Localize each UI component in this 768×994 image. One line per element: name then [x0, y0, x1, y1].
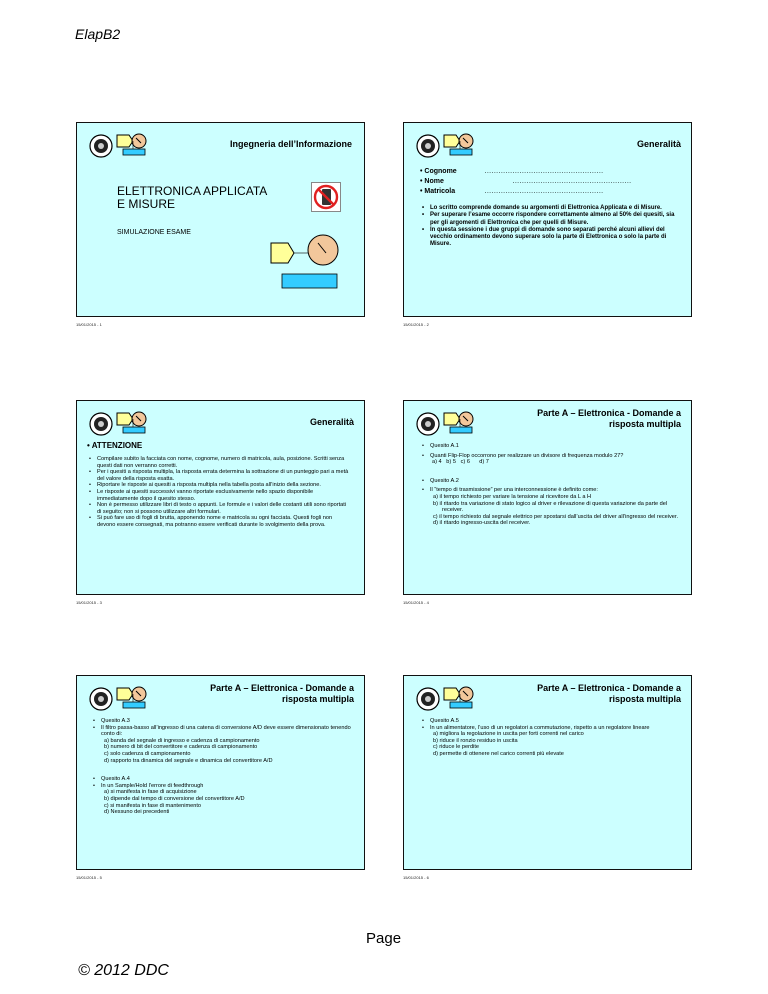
- slide-title: Parte A – Elettronica - Domande a risposta multipla: [537, 683, 681, 704]
- rules-list: [420, 205, 680, 249]
- slide-6: [403, 675, 692, 880]
- list-item: • Per superare l’esame occorre rispondere correttamente almeno al 50% dei quesiti, sia per gli argomenti di Elettronica che per quelli di Misure.: [420, 212, 680, 227]
- slide-title: Ingegneria dell’Informazione: [229, 139, 352, 149]
- question-text: • Il “tempo di trasmissione” per una interconnessione è definito come:: [420, 487, 682, 494]
- slide-title: Generalità: [636, 139, 681, 149]
- questions: [91, 718, 355, 816]
- list-item: • Non è permesso utilizzare libri di testo o appunti. Le formule e i valori delle costanti utili sono riportati di seguito; non si possono utilizzare altri formulari.: [87, 502, 349, 515]
- list-item: • Le risposte ai quesiti successivi vanno riportate esclusivamente nello spazio disponibile immediatamente dopo il quesito stesso.: [87, 489, 349, 502]
- question-text: • Il filtro passa-basso all’ingresso di una catena di conversione A/D deve essere dimensionato tenendo conto di:: [91, 725, 355, 738]
- slide-2: [403, 122, 692, 327]
- list-item: • Compilare subito la facciata con nome, cognome, numero di matricola, aula, posizione. Scritti senza questi dati non verranno corretti.: [87, 456, 349, 469]
- slide-id: 15/01/2015 - 5: [76, 875, 102, 880]
- student-fields: [420, 167, 631, 197]
- slide-4: [403, 400, 692, 605]
- university-logo-icon: [416, 684, 476, 714]
- slide-id: 15/01/2015 - 3: [76, 600, 102, 605]
- list-item: • Riportare le risposte ai quesiti a risposta multipla nella tabella posta all’inizio della sezione.: [87, 482, 349, 489]
- no-phone-icon: [311, 182, 341, 212]
- university-logo-icon: [89, 684, 149, 714]
- attention-heading: • ATTENZIONE: [87, 441, 143, 450]
- slide-3: [76, 400, 365, 605]
- question-text: • In un alimentatore, l’uso di un regolatori a commutazione, rispetto a un regolatore lineare: [420, 725, 682, 732]
- slide-title: Parte A – Elettronica - Domande a risposta multipla: [210, 683, 354, 704]
- instrument-diagram-icon: [270, 233, 340, 291]
- copyright: © 2012 DDC: [78, 962, 169, 979]
- instructions-list: [87, 456, 349, 529]
- questions: [420, 443, 682, 527]
- page-label: Page: [366, 930, 402, 947]
- question-label: • Quesito A.1: [420, 443, 682, 450]
- slide-id: 15/01/2015 - 4: [403, 600, 429, 605]
- slide-id: 15/01/2015 - 1: [76, 322, 102, 327]
- questions: [420, 718, 682, 758]
- university-logo-icon: [416, 409, 476, 439]
- university-logo-icon: [416, 131, 476, 161]
- list-item: • Per i quesiti a risposta multipla, la risposta errata determina la sottrazione di un punteggio pari a metà del valore della risposta esatta.: [87, 469, 349, 482]
- page-header: ElapB2: [75, 26, 121, 42]
- slide-id: 15/01/2015 - 2: [403, 322, 429, 327]
- question-text: • In un Sample/Hold l’errore di feedthrough: [91, 783, 355, 790]
- exam-subtitle: SIMULAZIONE ESAME: [117, 229, 191, 236]
- field-row: • Nome ……………………………………………: [420, 178, 632, 185]
- field-row: • Matricola ……………………………………………: [420, 188, 604, 195]
- answer-options: a) 4 b) 5 c) 6 d) 7: [432, 459, 489, 466]
- slide-1: [76, 122, 365, 327]
- field-row: • Cognome ……………………………………………: [420, 168, 604, 175]
- slide-5: [76, 675, 365, 880]
- list-item: • Lo scritto comprende domande su argomenti di Elettronica Applicata e di Misure.: [420, 205, 680, 212]
- list-item: • In questa sessione i due gruppi di domande sono separati perché alcuni allievi del vecchio ordinamento devono superare solo la parte di Elettronica o solo la parte di Misure.: [420, 227, 680, 249]
- answer-options: a) il tempo richiesto per variare la tensione al ricevitore da L a H b) il ritardo tra variazione di stato logico al driver e rilevazione di questa variazione da parte del receiver. c) il tempo richiesto dal segnale elettrico per spostarsi dall’uscita del driver all’ingresso del receiver. d) il ritardo ingresso-uscita del receiver.: [433, 493, 678, 527]
- question-label: • Quesito A.4: [91, 776, 355, 783]
- slide-id: 15/01/2015 - 6: [403, 875, 429, 880]
- slide-title: Parte A – Elettronica - Domande a risposta multipla: [537, 408, 681, 429]
- university-logo-icon: [89, 131, 149, 161]
- course-title: ELETTRONICA APPLICATA E MISURE: [117, 184, 268, 211]
- question-label: • Quesito A.2: [420, 478, 682, 485]
- answer-options: a) banda del segnale di ingresso e cadenza di campionamento b) numero di bit del convertitore e cadenza di campionamento c) solo cadenza di campionamento d) rapporto tra dinamica del segnale e dinamica del convertitore A/D: [104, 737, 273, 764]
- slide-title: Generalità: [309, 417, 354, 427]
- university-logo-icon: [89, 409, 149, 439]
- answer-options: a) si manifesta in fase di acquisizione b) dipende dal tempo di conversione del convertitore A/D c) si manifesta in fase di mantenimento d) Nessuno dei precedenti: [104, 789, 245, 816]
- question-text: • Quanti Flip-Flop occorrono per realizzare un divisore di frequenza modulo 27?: [420, 453, 682, 460]
- question-label: • Quesito A.3: [91, 718, 355, 725]
- answer-options: a) migliora la regolazione in uscita per forti correnti nel carico b) riduce il ronzio residuo in uscita c) riduce le perdite d) permette di ottenere nel carico correnti più elevate: [433, 731, 584, 757]
- list-item: • Si può fare uso di fogli di brutta, apponendo nome e matricola su ogni facciata. Questi fogli non devono essere consegnati, ma potranno essere verificati durante lo svolgimento della prova.: [87, 515, 349, 528]
- question-label: • Quesito A.5: [420, 718, 682, 725]
